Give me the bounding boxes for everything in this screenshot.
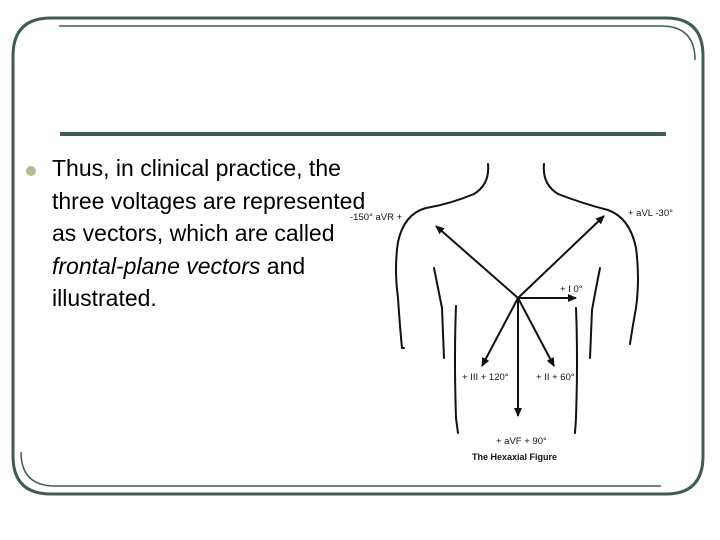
bullet-dot-icon <box>26 166 36 176</box>
avl-label: + aVL -30° <box>628 208 673 219</box>
bullet-text-part1: Thus, in clinical practice, the three voltages are represented as vectors, which are called <box>52 155 366 246</box>
vector-lines <box>436 216 604 416</box>
avr-vector <box>436 226 518 298</box>
avr-label: -150° aVR + <box>350 212 403 223</box>
bullet-text-italic: frontal-plane vectors <box>52 252 261 279</box>
avf-label: + aVF + 90° <box>496 436 547 447</box>
figure-caption: The Hexaxial Figure <box>472 452 558 462</box>
lead-iii-vector <box>482 298 518 366</box>
hexaxial-figure <box>346 158 704 468</box>
lead-ii-vector <box>518 298 554 366</box>
bullet-text <box>52 152 372 315</box>
lead-ii-label: + II + 60° <box>536 372 575 383</box>
title-divider <box>60 132 666 136</box>
bullet-text-part2: and illustrated. <box>52 252 306 311</box>
lead-iii-label: + III + 120° <box>462 372 509 383</box>
lead-i-label: + I 0° <box>560 284 583 295</box>
